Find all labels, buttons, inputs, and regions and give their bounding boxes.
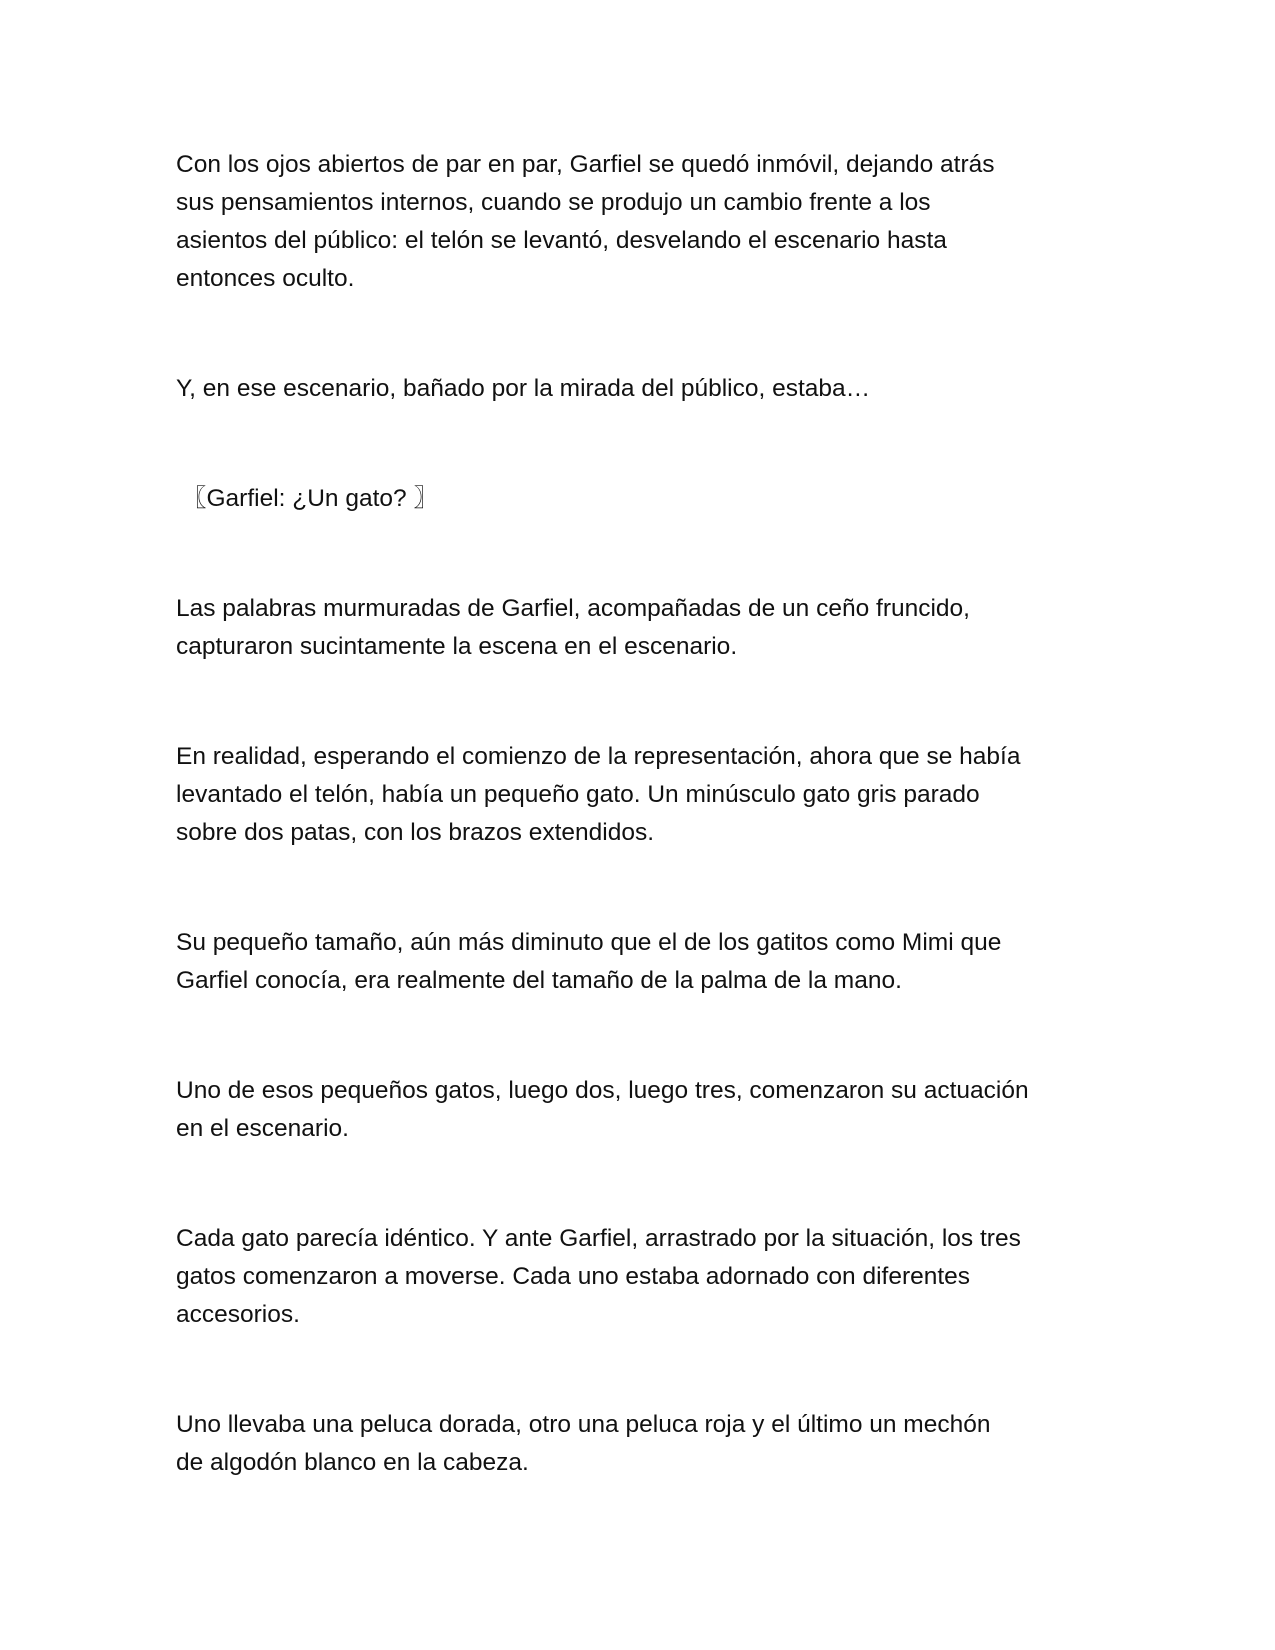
paragraph-7: Cada gato parecía idéntico. Y ante Garfiel, arrastrado por la situación, los tres gatos comenzaron a moverse. Cada uno estaba adornado con diferentes accesorios. [176,1225,1021,1328]
dialogue-line: 〖Garfiel: ¿Un gato? 〗 [182,485,438,512]
paragraph-8: Uno llevaba una peluca dorada, otro una peluca roja y el último un mechón de algodón blanco en la cabeza. [176,1411,991,1476]
paragraph-3: Las palabras murmuradas de Garfiel, acompañadas de un ceño fruncido, capturaron sucintamente la escena en el escenario. [176,595,970,660]
paragraph-1: Con los ojos abiertos de par en par, Garfiel se quedó inmóvil, dejando atrás sus pensamientos internos, cuando se produjo un cambio frente a los asientos del público: el telón se levantó, desvelando el escenario hasta entonces oculto. [176,151,995,292]
paragraph-2: Y, en ese escenario, bañado por la mirada del público, estaba… [176,375,871,402]
paragraph-5: Su pequeño tamaño, aún más diminuto que el de los gatitos como Mimi que Garfiel conocía, era realmente del tamaño de la palma de la mano. [176,929,1002,994]
paragraph-6: Uno de esos pequeños gatos, luego dos, luego tres, comenzaron su actuación en el escenario. [176,1077,1029,1142]
paragraph-4: En realidad, esperando el comienzo de la representación, ahora que se había levantado el telón, había un pequeño gato. Un minúsculo gato gris parado sobre dos patas, con los brazos extendidos. [176,743,1021,846]
